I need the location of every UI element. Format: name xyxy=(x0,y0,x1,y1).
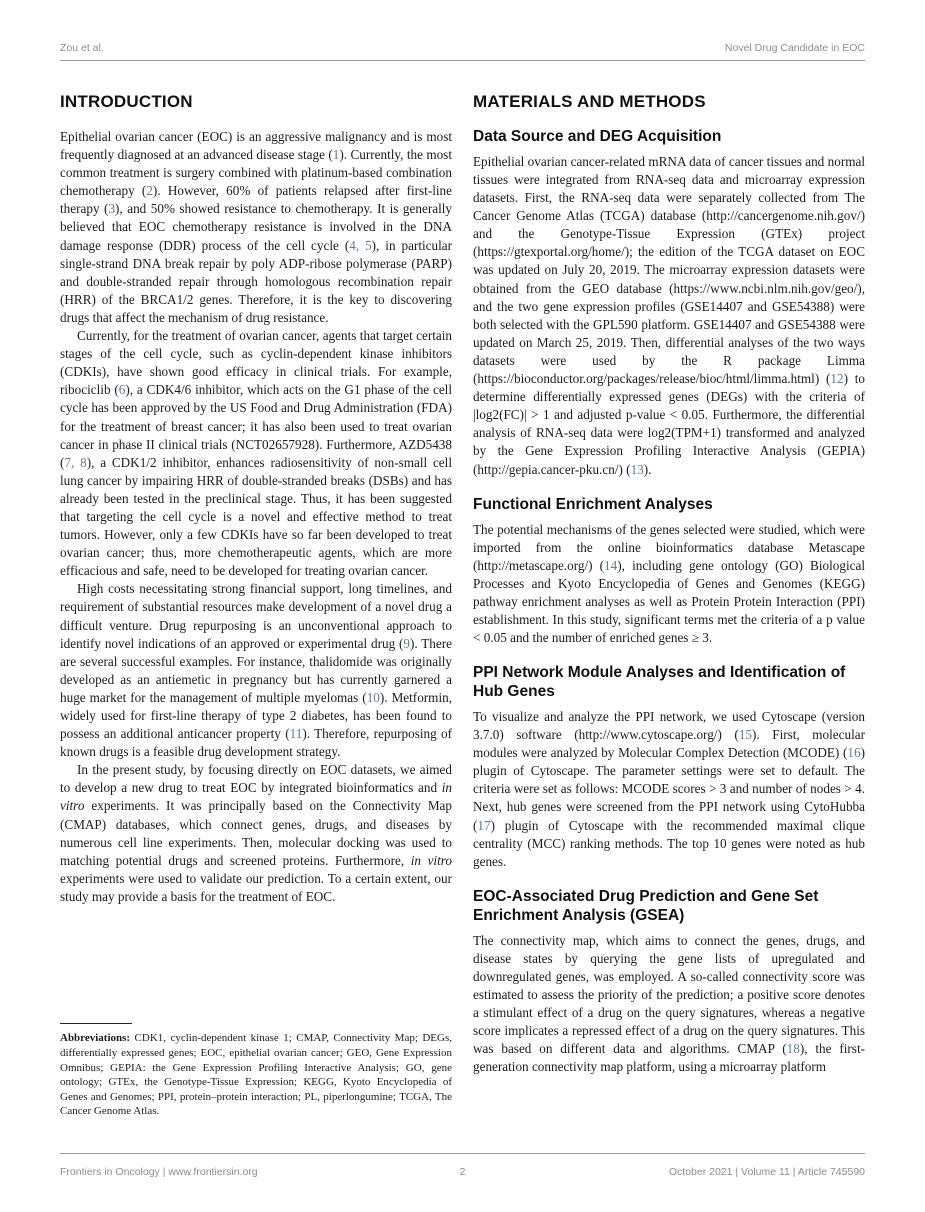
citation-link[interactable]: 4, 5 xyxy=(349,237,372,253)
citation-link[interactable]: 17 xyxy=(477,817,491,833)
citation-link[interactable]: 7, 8 xyxy=(64,454,87,470)
intro-paragraph-4: In the present study, by focusing directly on EOC datasets, we aimed to develop a new drug to treat EOC by integrated bioinformatics and in vitro experiments. It was principally based on the Connectivity Map (CMAP) databases, which connect genes, drugs, and diseases by numerous cell line experiments. Then, molecular docking was used to matching potential drugs and screened proteins. Furthermore, in vitro experiments were used to validate our prediction. To a certain extent, our study may provide a basis for the treatment of EOC. xyxy=(60,762,452,904)
left-column xyxy=(60,92,452,1119)
running-head-title: Novel Drug Candidate in EOC xyxy=(724,42,865,54)
citation-link[interactable]: 16 xyxy=(847,745,861,761)
subsection-title-ppi-network: PPI Network Module Analyses and Identification of Hub Genes xyxy=(473,664,846,701)
running-head xyxy=(60,0,865,54)
functional-enrichment-paragraph: The potential mechanisms of the genes selected were studied, which were imported from the online bioinformatics database Metascape (http://metascape.org/) (14), including gene ontology (GO) Biological Processes and Kyoto Encyclopedia of Genes and Genomes (KEGG) pathway enrichment analyses as well as Protein Protein Interaction (PPI) establishment. In this study, significant terms met the criteria of a p value < 0.05 and the number of enriched genes ≥ 3. xyxy=(473,521,865,646)
citation-link[interactable]: 12 xyxy=(830,371,844,387)
section-title-methods: MATERIALS AND METHODS xyxy=(473,92,706,111)
data-source-paragraph: Epithelial ovarian cancer-related mRNA data of cancer tissues and normal tissues were integrated from RNA-seq data and microarray expression datasets. First, the RNA-seq data were separately collected from The Cancer Genome Atlas (TCGA) database (http://cancergenome.nih.gov/) and the Genotype-Tissue Expression (GTEx) project (https://gtexportal.org/home/); the edition of the TCGA dataset on EOC was updated on July 20, 2019. The microarray expression datasets were obtained from the GEO database (https://www.ncbi.nlm.nih.gov/geo/), and the two gene expression profiles (GSE14407 and GSE54388) were both selected with the GPL590 platform. GSE14407 and GSE54388 were updated on March 25, 2019. Then, differential analyses of the two ways datasets were used by the R package Limma (https://bioconductor.org/packages/release/bioc/html/limma.html) (12) to determine differentially expressed genes (DEGs) with the criteria of |log2(FC)| > 1 and adjusted p-value < 0.05. Furthermore, the differential analysis of RNA-seq data were log2(TPM+1) transformed and analyzed by the Gene Expression Profiling Interactive Analysis (GEPIA) (http://gepia.cancer-pku.cn/) (13). xyxy=(473,153,866,477)
running-head-author: Zou et al. xyxy=(60,42,104,54)
citation-link[interactable]: 18 xyxy=(786,1041,800,1057)
citation-link[interactable]: 10 xyxy=(366,689,380,705)
citation-link[interactable]: 13 xyxy=(630,461,644,477)
abbreviations-text xyxy=(60,1031,452,1119)
intro-paragraph-3: High costs necessitating strong financial support, long timelines, and requirement of substantial resources make development of a novel drug a difficult venture. Drug repurposing is an unconventional approach to identify novel indications of an approved or experimental drug (9). There are several successful examples. For instance, thalidomide was originally developed as an antiemetic in pregnancy but has currently garnered a huge market for the management of multiple myelomas (10). Metformin, widely used for first-line therapy of type 2 diabetes, has been found to possess an additional anticancer property (11). Therefore, repurposing of known drugs is a feasible drug development strategy. xyxy=(60,581,452,760)
footer-journal: Frontiers in Oncology | www.frontiersin.org xyxy=(60,1166,258,1178)
footnote-divider xyxy=(60,1023,132,1024)
intro-paragraph-2: Currently, for the treatment of ovarian cancer, agents that target certain stages of the cell cycle, such as cyclin-dependent kinase inhibitors (CDKIs), have shown good efficacy in clinical trials. For example, ribociclib (6), a CDK4/6 inhibitor, which acts on the G1 phase of the cell cycle has been approved by the US Food and Drug Administration (FDA) for the treatment of breast cancer; it has also been used to treat ovarian cancer in phase II clinical trials (NCT02657928). Furthermore, AZD5438 (7, 8), a CDK1/2 inhibitor, enhances radiosensitivity of non-small cell lung cancer by impairing HRR of double-stranded breaks (DSBs) and has already been tested in the preclinical stage. Thus, it has been suggested that targeting the cell cycle is a novel and effective method to treat tumors. However, only a few CDKIs have so far been developed to treat ovarian cancer; thus, more chemotherapeutic agents, which are more efficacious and safe, need to be developed for treating ovarian cancer. xyxy=(60,328,452,579)
section-title-introduction: INTRODUCTION xyxy=(60,92,193,111)
subsection-title-drug-prediction: EOC-Associated Drug Prediction and Gene Set Enrichment Analysis (GSEA) xyxy=(473,887,819,924)
subsection-title-functional-enrichment: Functional Enrichment Analyses xyxy=(473,495,713,513)
citation-link[interactable]: 15 xyxy=(738,727,752,743)
header-divider xyxy=(60,60,865,61)
citation-link[interactable]: 11 xyxy=(289,726,303,742)
abbreviations-body: CDK1, cyclin-dependent kinase 1; CMAP, Connectivity Map; DEGs, differentially expressed genes; EOC, epithelial ovarian cancer; GEO, Gene Expression Omnibus; GEPIA: the Gene Expression Profiling Interactive Analysis; GO, gene ontology; GTEx, the Genotype-Tissue Expression; KEGG, Kyoto Encyclopedia of Genes and Genomes; PPI, protein–protein interaction; PL, piperlongumine; TCGA, The Cancer Genome Atlas. xyxy=(60,1032,452,1118)
citation-link[interactable]: 3 xyxy=(108,201,116,217)
ppi-network-paragraph: To visualize and analyze the PPI network, we used Cytoscape (version 3.7.0) software (http://www.cytoscape.org/) (15). First, molecular modules were analyzed by Molecular Complex Detection (MCODE) (16) plugin of Cytoscape. The parameter settings were set to default. The criteria were set as follows: MCODE scores > 3 and number of nodes > 4. Next, hub genes were screened from the PPI network using CytoHubba (17) plugin of Cytoscape with the recommended maximal clique centrality (MCC) ranking methods. The top 10 genes were noted as hub genes. xyxy=(473,708,865,869)
citation-link[interactable]: 1 xyxy=(332,147,340,163)
drug-prediction-paragraph: The connectivity map, which aims to connect the genes, drugs, and disease states by querying the gene lists of upregulated and downregulated genes, was employed. A so-called connectivity score was estimated to assess the priority of the prediction; a positive score denotes a stimulant effect of a drug on the query signatures, whereas a negative score implicates a repressed effect of a drug on the query signatures. This was based on different data and algorithms. CMAP (18), the first-generation connectivity map platform, using a microarray platform xyxy=(473,932,865,1075)
citation-link[interactable]: 6 xyxy=(118,382,126,398)
page-footer xyxy=(60,1119,865,1212)
page-number: 2 xyxy=(459,1166,466,1178)
intro-paragraph-1: Epithelial ovarian cancer (EOC) is an aggressive malignancy and is most frequently diagnosed at an advanced disease stage (1). Currently, the most common treatment is surgery combined with platinum-based combination chemotherapy (2). However, 60% of patients relapsed after first-line therapy (3), and 50% showed resistance to chemotherapy. It is generally believed that EOC chemotherapy resistance is involved in the DNA damage response (DDR) process of the cell cycle (4, 5), in particular single-strand DNA break repair by poly ADP-ribose polymerase (PARP) and double-stranded repair through homologous recombination repair (HRR) of the BRCA1/2 genes. Therefore, it is the key to discovering drugs that affect the mechanism of drug resistance. xyxy=(60,129,453,325)
citation-link[interactable]: 14 xyxy=(604,557,618,573)
footer-issue-info: October 2021 | Volume 11 | Article 745590 xyxy=(668,1166,865,1178)
footer-divider xyxy=(60,1153,865,1154)
two-column-body xyxy=(60,92,865,1119)
citation-link[interactable]: 2 xyxy=(146,183,153,199)
abbreviations-block xyxy=(60,1009,452,1119)
abbreviations-label: Abbreviations: xyxy=(60,1032,131,1045)
citation-link[interactable]: 9 xyxy=(403,635,410,651)
right-column xyxy=(473,92,865,1119)
subsection-title-data-source: Data Source and DEG Acquisition xyxy=(473,128,722,145)
